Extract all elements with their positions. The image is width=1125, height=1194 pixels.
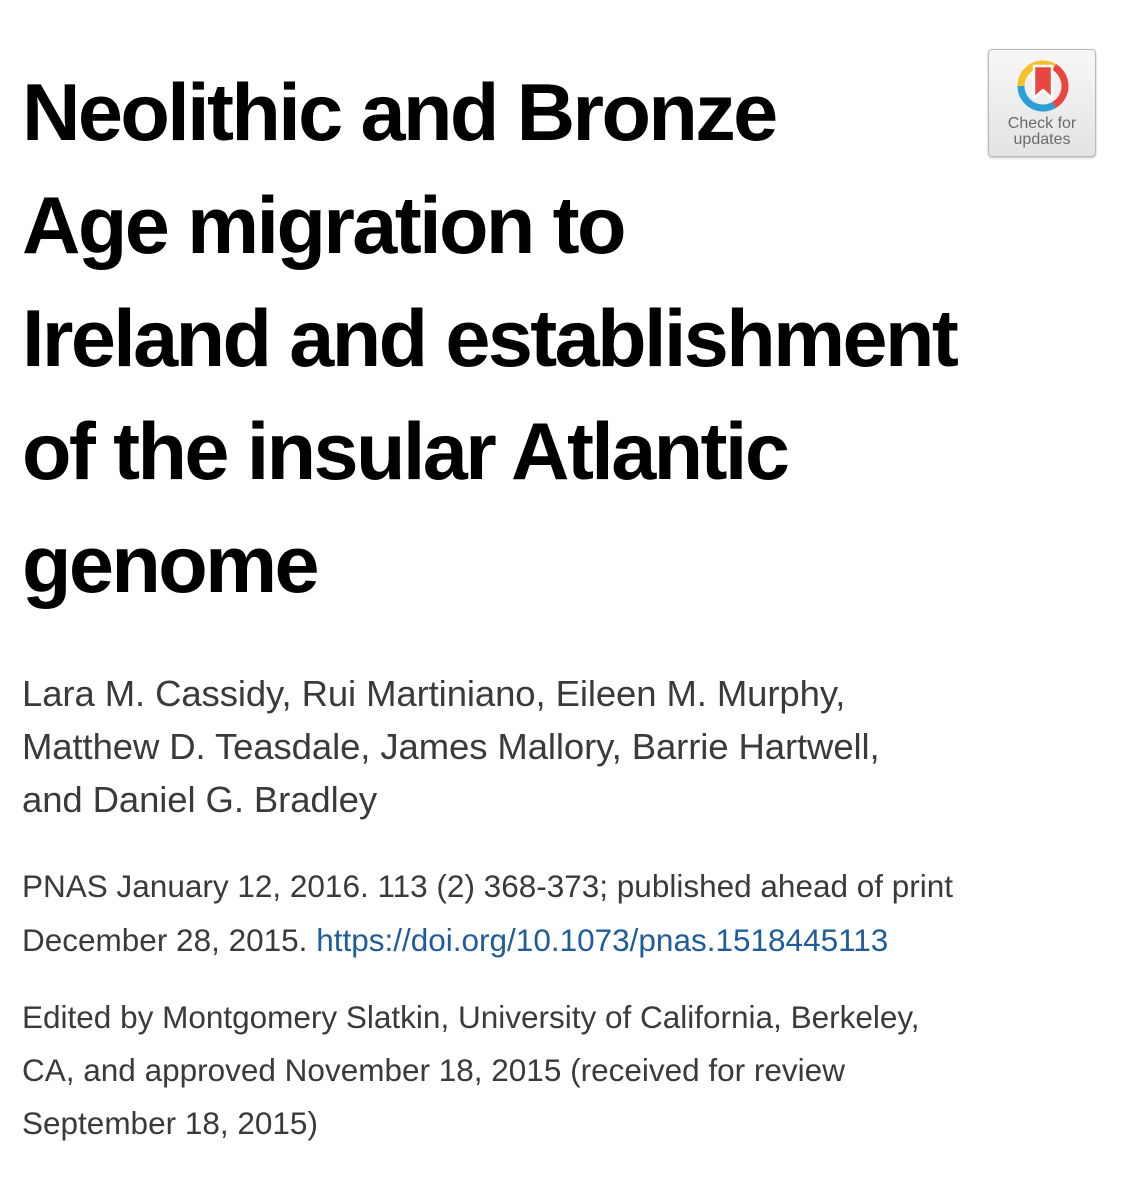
- title-line: Ireland and establishment: [22, 294, 957, 384]
- badge-line-2: updates: [1013, 131, 1071, 148]
- title-line: genome: [22, 520, 317, 610]
- publication-date-text: December 28, 2015.: [22, 922, 317, 958]
- badge-line-1: Check for: [1007, 115, 1077, 132]
- editor-note: [22, 991, 1102, 1150]
- check-for-updates-button[interactable]: [988, 49, 1096, 157]
- title-line: Neolithic and Bronze: [22, 68, 776, 158]
- doi-link[interactable]: https://doi.org/10.1073/pnas.1518445113: [316, 922, 889, 958]
- article-title: [22, 57, 1082, 622]
- editor-line: September 18, 2015): [22, 1105, 318, 1141]
- author-line: Lara M. Cassidy, Rui Martiniano, Eileen M. Murphy,: [22, 673, 846, 714]
- author-list: [22, 667, 1102, 826]
- citation-info: [22, 859, 1102, 967]
- editor-line: Edited by Montgomery Slatkin, University of California, Berkeley,: [22, 999, 920, 1035]
- crossmark-bookmark-icon: [1015, 58, 1071, 114]
- check-for-updates-label: [989, 116, 1095, 148]
- author-line: and Daniel G. Bradley: [22, 779, 377, 820]
- citation-line: PNAS January 12, 2016. 113 (2) 368-373; published ahead of print: [22, 868, 954, 904]
- title-line: Age migration to: [22, 181, 624, 271]
- author-line: Matthew D. Teasdale, James Mallory, Barrie Hartwell,: [22, 726, 880, 767]
- editor-line: CA, and approved November 18, 2015 (received for review: [22, 1052, 845, 1088]
- title-line: of the insular Atlantic: [22, 407, 788, 497]
- citation-line-2: [22, 913, 1102, 967]
